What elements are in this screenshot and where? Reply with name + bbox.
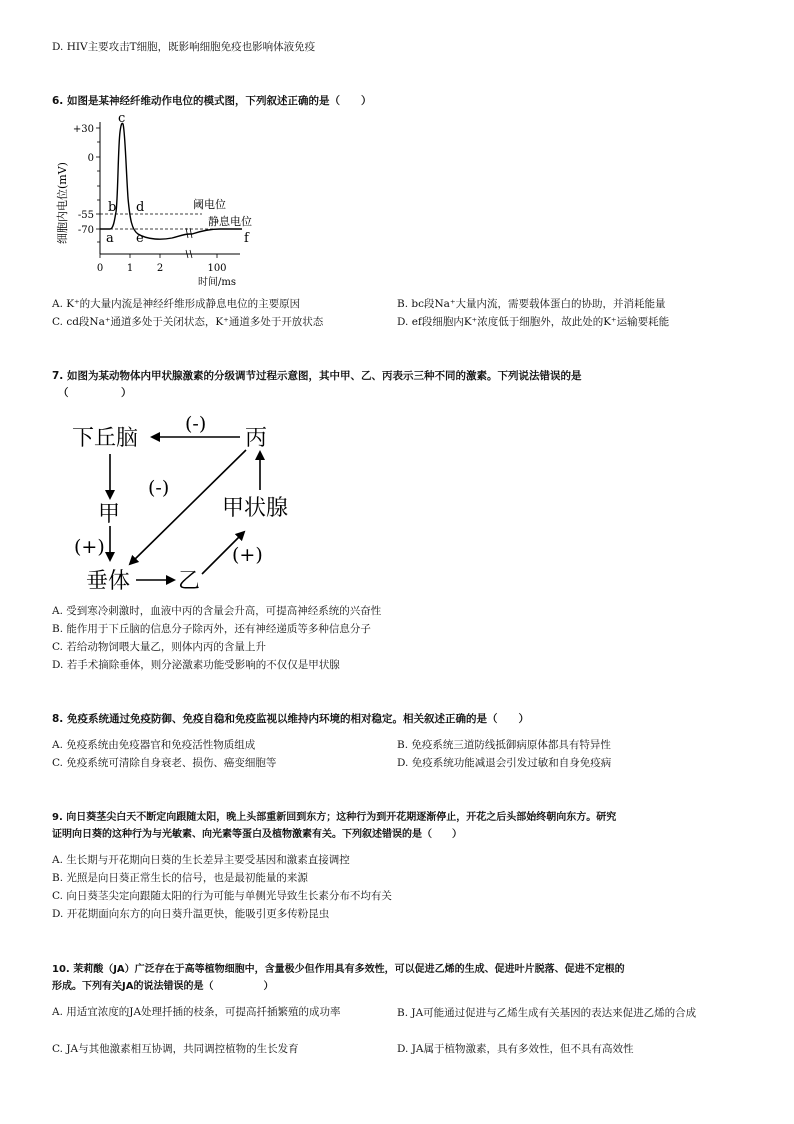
q10-stem-line1: 10. 茉莉酸（JA）广泛存在于高等植物细胞中，含量极少但作用具有多效性，可以促进乙烯的生成、促进叶片脱落、促进不定根的 (52, 964, 625, 975)
q6-stem: 6. 如图是某神经纤维动作电位的模式图，下列叙述正确的是（ ） (52, 95, 372, 107)
q7-option-a: A. 受到寒冷刺激时，血液中丙的含量会升高，可提高神经系统的兴奋性 (52, 605, 382, 617)
label-neg-diag: (-) (148, 477, 170, 499)
q7-hormone-diagram (60, 408, 320, 598)
x-tick-100: 100 (207, 263, 227, 274)
q9-option-d: D. 开花期面向东方的向日葵升温更快，能吸引更多传粉昆虫 (52, 908, 330, 920)
point-b: b (108, 200, 117, 215)
q9-option-b: B. 光照是向日葵正常生长的信号，也是最初能量的来源 (52, 872, 308, 884)
q10-option-d: D. JA属于植物激素，具有多效性，但不具有高效性 (397, 1043, 634, 1055)
node-bing: 丙 (245, 426, 268, 451)
q9-option-c: C. 向日葵茎尖定向跟随太阳的行为可能与单侧光导致生长素分布不均有关 (52, 890, 392, 902)
q7-option-b: B. 能作用于下丘脑的信息分子除丙外，还有神经递质等多种信息分子 (52, 623, 371, 635)
q6-option-b: B. bc段Na⁺大量内流，需要载体蛋白的协助，并消耗能量 (397, 298, 666, 310)
label-pos-left: (+) (74, 536, 105, 558)
node-hypothalamus: 下丘脑 (72, 426, 139, 451)
q8-option-a: A. 免疫系统由免疫器官和免疫活性物质组成 (52, 739, 256, 751)
q8-option-d: D. 免疫系统功能减退会引发过敏和自身免疫病 (397, 757, 612, 769)
q7-option-c: C. 若给动物饲喂大量乙，则体内丙的含量上升 (52, 641, 266, 653)
q8-stem: 8. 免疫系统通过免疫防御、免疫自稳和免疫监视以维持内环境的相对稳定。相关叙述正确的是（ ） (52, 713, 529, 725)
q6-option-c: C. cd段Na⁺通道多处于关闭状态，K⁺通道多处于开放状态 (52, 316, 324, 328)
y-tick-0: 0 (87, 153, 94, 164)
q7-blank: （ ） (58, 387, 132, 399)
q9-stem-line1: 9. 向日葵茎尖白天不断定向跟随太阳，晚上头部重新回到东方；这种行为到开花期逐渐停止，开花之后头部始终朝向东方。研究 (52, 812, 617, 823)
y-tick-55: -55 (77, 210, 94, 221)
prev-option-d: D. HIV主要攻击T细胞，既影响细胞免疫也影响体液免疫 (52, 41, 316, 53)
q6-option-a: A. K⁺的大量内流是神经纤维形成静息电位的主要原因 (52, 298, 301, 310)
q6-action-potential-figure (52, 108, 292, 293)
label-pos-right: (+) (232, 544, 263, 566)
point-e: e (136, 231, 144, 246)
point-f: f (244, 231, 249, 246)
q9-option-a: A. 生长期与开花期向日葵的生长差异主要受基因和激素直接调控 (52, 854, 350, 866)
q8-option-b: B. 免疫系统三道防线抵御病原体都具有特异性 (397, 739, 611, 751)
y-tick-30: +30 (72, 124, 94, 135)
q9-stem-line2: 证明向日葵的这种行为与光敏素、向光素等蛋白及植物激素有关。下列叙述错误的是（ ） (52, 829, 462, 840)
node-yi: 乙 (178, 569, 201, 594)
label-neg-top: (-) (185, 413, 207, 435)
point-c: c (118, 111, 126, 126)
x-tick-2: 2 (156, 263, 164, 274)
q7-stem: 7. 如图为某动物体内甲状腺激素的分级调节过程示意图，其中甲、乙、丙表示三种不同的激素。下列说法错误的是 (52, 370, 582, 382)
point-d: d (136, 200, 145, 215)
rest-label: 静息电位 (208, 215, 252, 228)
q10-option-c: C. JA与其他激素相互协调，共同调控植物的生长发育 (52, 1043, 299, 1055)
y-axis-label: 细胞内电位(mV) (56, 162, 69, 244)
point-a: a (106, 231, 114, 246)
x-axis-label: 时间/ms (198, 277, 236, 288)
node-jia: 甲 (98, 502, 121, 527)
x-tick-1: 1 (126, 263, 134, 274)
q8-option-c: C. 免疫系统可清除自身衰老、损伤、癌变细胞等 (52, 757, 277, 769)
threshold-label: 阈电位 (193, 198, 226, 211)
node-thyroid: 甲状腺 (222, 496, 289, 521)
node-pituitary: 垂体 (86, 569, 131, 594)
q10-option-b: B. JA可能通过促进与乙烯生成有关基因的表达来促进乙烯的合成 (397, 1007, 697, 1019)
q6-option-d: D. ef段细胞内K⁺浓度低于细胞外，故此处的K⁺运输要耗能 (397, 316, 670, 328)
q7-option-d: D. 若手术摘除垂体，则分泌激素功能受影响的不仅仅是甲状腺 (52, 659, 340, 671)
q10-stem-line2: 形成。下列有关JA的说法错误的是（ ） (52, 981, 274, 992)
y-tick-70: -70 (77, 225, 94, 236)
x-tick-0: 0 (96, 263, 104, 274)
q10-option-a: A. 用适宜浓度的JA处理扦插的枝条，可提高扦插繁殖的成功率 (52, 1006, 341, 1018)
